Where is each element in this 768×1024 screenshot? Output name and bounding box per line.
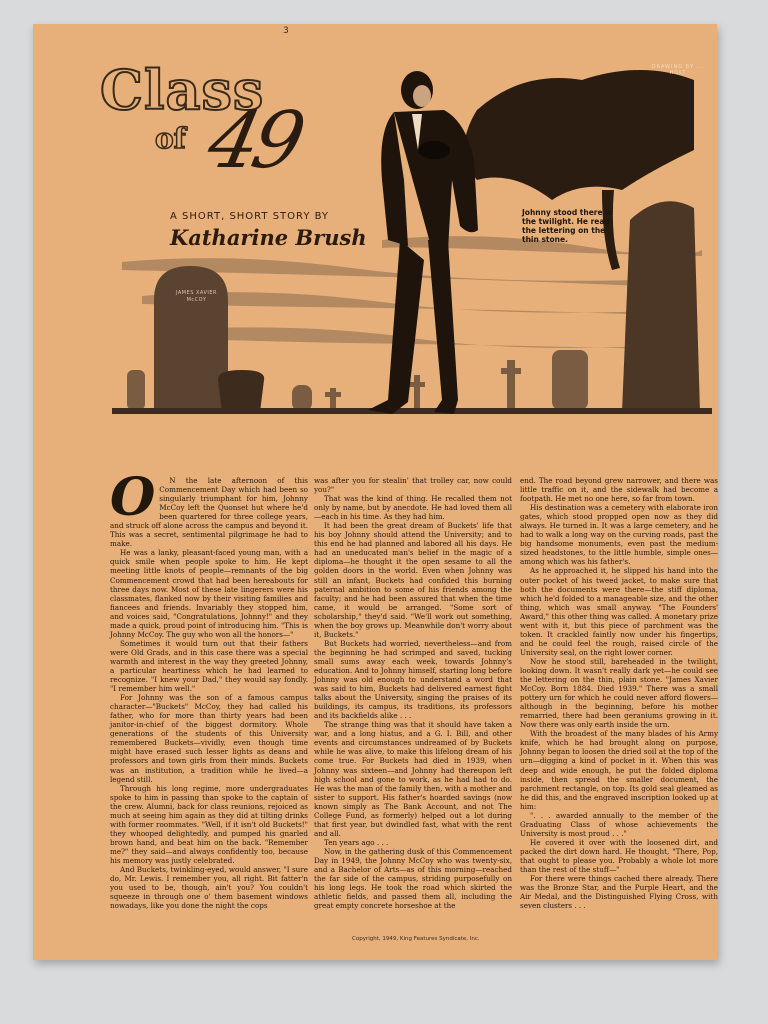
paragraph: For there were things cached there already. There was the Bronze Star, and the Purple Heart, and the Air Medal, and the Distinguished Flying Cross, with seven clusters . . .	[520, 874, 718, 911]
paragraph: Now he stood still, bareheaded in the twilight, looking down. It wasn't really dark yet—he could see the lettering on the thin, plain stone. "James Xavier McCoy. Born 1884. Died 1939." There was a small pottery urn for which he could never afford flowers—although in the beginning, before his mother remarried, there had been geraniums growing in it. Now there was only earth inside the urn.	[520, 656, 718, 730]
paragraph: N the late afternoon of this Commencement Day which had been so singularly triumphant for him, Johnny McCoy left the Quonset hut where he'd been quartered for three college years, and struck off alone across the campus and beyond it. This was a secret, sentimental pilgrimage he had to make.	[110, 476, 308, 549]
paragraph: Ten years ago . . .	[324, 837, 389, 847]
article-column-3	[520, 476, 718, 910]
story-title-number: 49	[200, 96, 307, 186]
story-title-of: of	[155, 122, 186, 155]
paragraph: Sometimes it would turn out that their fathers were Old Grads, and in this case there was a special warmth and interest in the way they greeted Johnny, a particular heartiness which he had learned to recognize. "I knew your Dad," they would say fondly. "I remember him well."	[110, 638, 308, 694]
article-column-1	[110, 467, 308, 911]
paragraph: He covered it over with the loosened dirt, and packed the dirt down hard. He thought, "There, Pop, that ought to please you. Probably a whole lot more than the rest of the stuff—"	[520, 837, 718, 875]
paragraph: Now, in the gathering dusk of this Commencement Day in 1949, the Johnny McCoy who was twenty-six, and a Bachelor of Arts—as of this morning—reached the far side of the campus, striding purposefully on his long legs. He took the road which skirted the athletic fields, and passed them all, including the great empty concrete horseshoe at the	[314, 846, 512, 911]
paragraph: For Johnny was the son of a famous campus character—"Buckets" McCoy, they had called his father, who for more than thirty years had been janitor-in-chief of the biggest dormitory. Whole generations of the students of this University remembered Buckets—vividly, even though time might have erased such lesser lights as deans and professors and town girls from their minds. Buckets was an institution, a tradition while he lived—a legend still.	[110, 693, 308, 784]
story-title-class: Class	[100, 58, 265, 122]
paragraph: As he approached it, he slipped his hand into the outer pocket of his tweed jacket, to make sure that both the documents were there—the stiff diploma, which he'd folded to a manageable size, and the other thing, which was small anyway. "The Founders' Award," this other thing was called. A monetary prize went with it, but this piece of parchment was the token. It crackled faintly now under his fingertips, and he could feel the rough, raised circle of the University seal, on the right lower corner.	[520, 566, 718, 657]
page-mark: 3	[283, 26, 289, 36]
paragraph: ". . . awarded annually to the member of the Graduating Class of whose achievements the University is most proud . . ."	[520, 810, 718, 838]
paragraph: He was a lanky, pleasant-faced young man, with a quick smile when people spoke to him. He kept meeting little knots of people—remnants of the big Commencement crowd that had been hereabouts for three days now. Most of these late lingerers were his classmates, flanked now by their visiting families and fiancees and friends. Invariably they stopped him, and voices said, "Congratulations, Johnny!" and they made a quick, proud point of introducing him. "This is Johnny McCoy. The guy who won all the honors—"	[110, 548, 308, 639]
headstone-inscription: JAMES XAVIER McCOY	[175, 290, 218, 303]
author-byline: Katharine Brush	[170, 225, 367, 250]
illustration-caption: Johnny stood there in the twilight. He read the lettering on the thin stone.	[522, 208, 614, 244]
copyright-notice: Copyright, 1949, King Features Syndicate, Inc.	[352, 936, 480, 942]
paragraph: His destination was a cemetery with elaborate iron gates, which stood propped open now as they did always. He turned in. It was a large cemetery, and he had to walk a long way on the curving roads, past the big handsome monuments, even past the medium-sized headstones, to the little humble, simple ones—among which was his father's.	[520, 503, 718, 567]
paragraph: was after you for stealin' that trolley car, now could you?"	[314, 476, 512, 495]
illustration-credit: DRAWING BY ... HOLT	[651, 64, 705, 76]
paragraph: Through his long regime, more undergraduates spoke to him in passing than spoke to the captain of the crew. Alumni, back for class reunions, rejoiced as much at seeing him again as they did at tilting drinks with former roommates. "Well, if it isn't old Buckets!" they whooped delightedly, and pumped his gnarled brown hand, and beat him on the back. "Remember me?" they said—and always confidently too, because his memory was justly celebrated.	[110, 783, 308, 865]
story-kicker: A SHORT, SHORT STORY BY	[170, 211, 330, 222]
paragraph: end. The road beyond grew narrower, and there was little traffic on it, and the sidewalk had become a footpath. He met no one here, so far from town.	[520, 476, 718, 504]
paragraph: With the broadest of the many blades of his Army knife, which he had brought along on purpose, Johnny began to loosen the dried soil at the top of the urn—digging a kind of pocket in it. When this was deep and wide enough, he put the folded diploma inside, then spread the smaller document, the parchment rectangle, on top. Its gold seal gleamed as he did this, and the engraved inscription looked up at him:	[520, 729, 718, 811]
article-column-2	[314, 476, 512, 910]
paragraph: The strange thing was that it should have taken a war, and a long hiatus, and a G. I. Bill, and other events and circumstances undreamed of by Buckets while he was alive, to make this lifelong dream of his come true. For Buckets had died in 1939, when Johnny was sixteen—and Johnny had thereupon left high school and gone to work, as he had had to do. He was the man of the family then, with a mother and sister to support. His father's hoarded savings (now known simply as The Bank Account, and not The College Fund, as formerly) helped out a lot during that first year, but dwindled fast, what with the rent and all.	[314, 720, 512, 838]
paragraph: But Buckets had worried, nevertheless—and from the beginning he had scrimped and saved, tucking small sums away each week, towards Johnny's education. And to Johnny himself, starting long before Johnny was old enough to understand a word that was said to him, Buckets had delivered earnest fight talks about the University, singing the praises of its buildings, its campus, its traditions, its professors and its backfields alike . . .	[314, 638, 512, 721]
paragraph: And Buckets, twinkling-eyed, would answer, "I sure do, Mr. Lewis. I remember you, all right. Bit fatter'n you used to be, though, ain't you? You couldn't squeeze in through one o' them basement windows nowadays, like you done the night the cops	[110, 865, 308, 911]
paragraph: That was the kind of thing. He recalled them not only by name, but by anecdote. He had loved them all—each in his time. As they had him.	[314, 494, 512, 522]
paragraph: It had been the great dream of Buckets' life that his boy Johnny should attend the University; and to this end he had planned and labored all his days. He had an uneducated man's belief in the magic of a diploma—he thought it the open sesame to all the golden doors in the world. Even when Johnny was still an infant, Buckets had confided this burning paternal ambition to some of his friends among the faculty; and he had been assured that when the time came, it would be arranged. "Some sort of scholarship," they'd said. "We'll work out something, when the boy grows up. Meanwhile don't worry about it, Buckets."	[314, 521, 512, 639]
drop-cap: O	[110, 467, 156, 528]
